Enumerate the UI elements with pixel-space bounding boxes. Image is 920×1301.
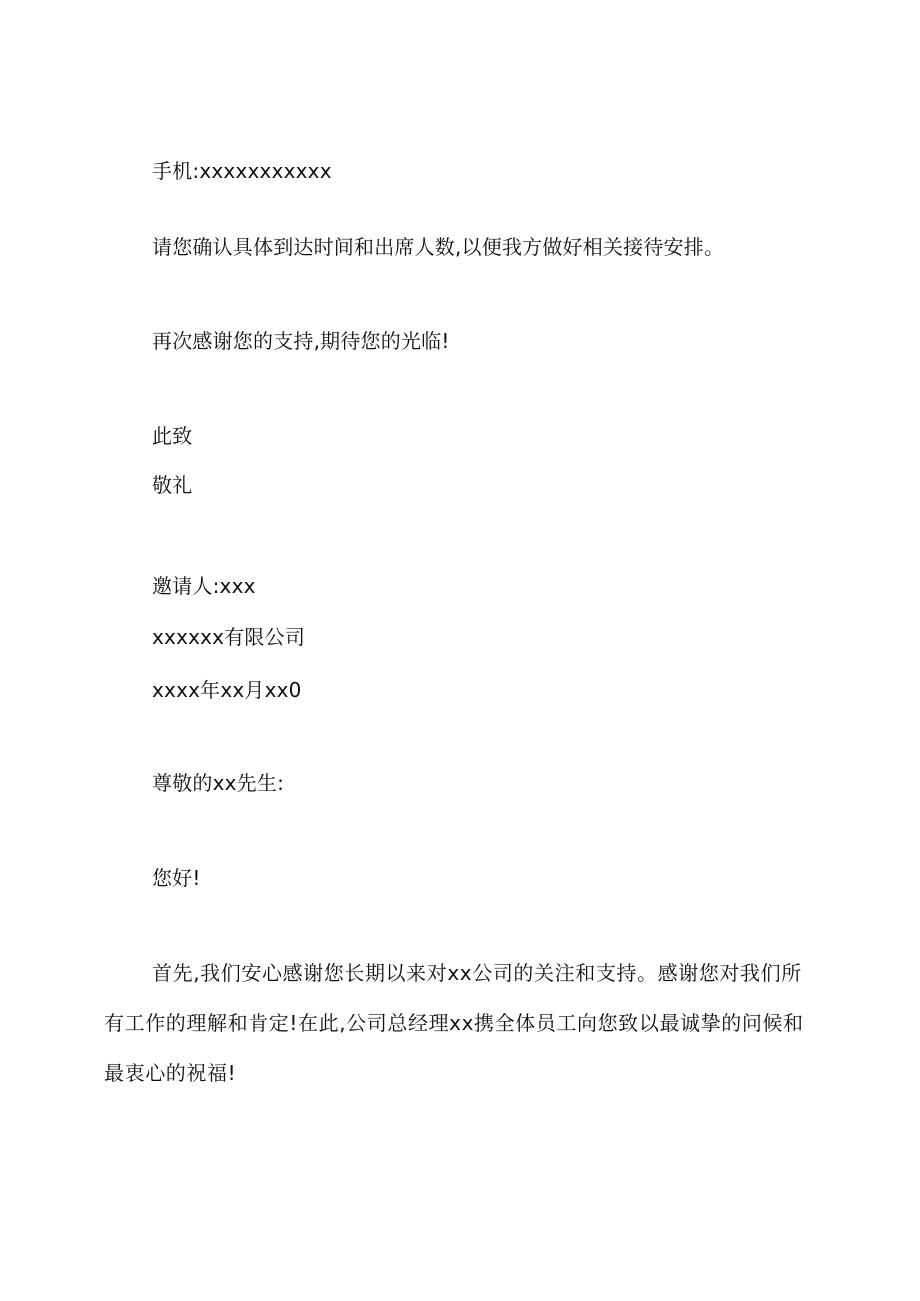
date-line: xxxx年xx月xx0 (152, 678, 302, 702)
thanks-line: 再次感谢您的支持,期待您的光临! (152, 329, 450, 353)
closing-line-2: 敬礼 (152, 473, 193, 497)
body-paragraph: 首先,我们安心感谢您长期以来对xx公司的关注和支持。感谢您对我们所有工作的理解和肯定!在此,公司总经理xx携全体员工向您致以最诚挚的问候和最衷心的祝福! (104, 961, 804, 1085)
closing-line-1: 此致 (152, 424, 193, 448)
greeting-line: 您好! (152, 866, 201, 890)
salutation-line: 尊敬的xx先生: (152, 771, 285, 795)
company-line: xxxxxx有限公司 (152, 625, 306, 649)
confirm-line: 请您确认具体到达时间和出席人数,以便我方做好相关接待安排。 (152, 235, 725, 259)
phone-line: 手机:xxxxxxxxxxx (152, 159, 332, 183)
inviter-line: 邀请人:xxx (152, 574, 256, 598)
